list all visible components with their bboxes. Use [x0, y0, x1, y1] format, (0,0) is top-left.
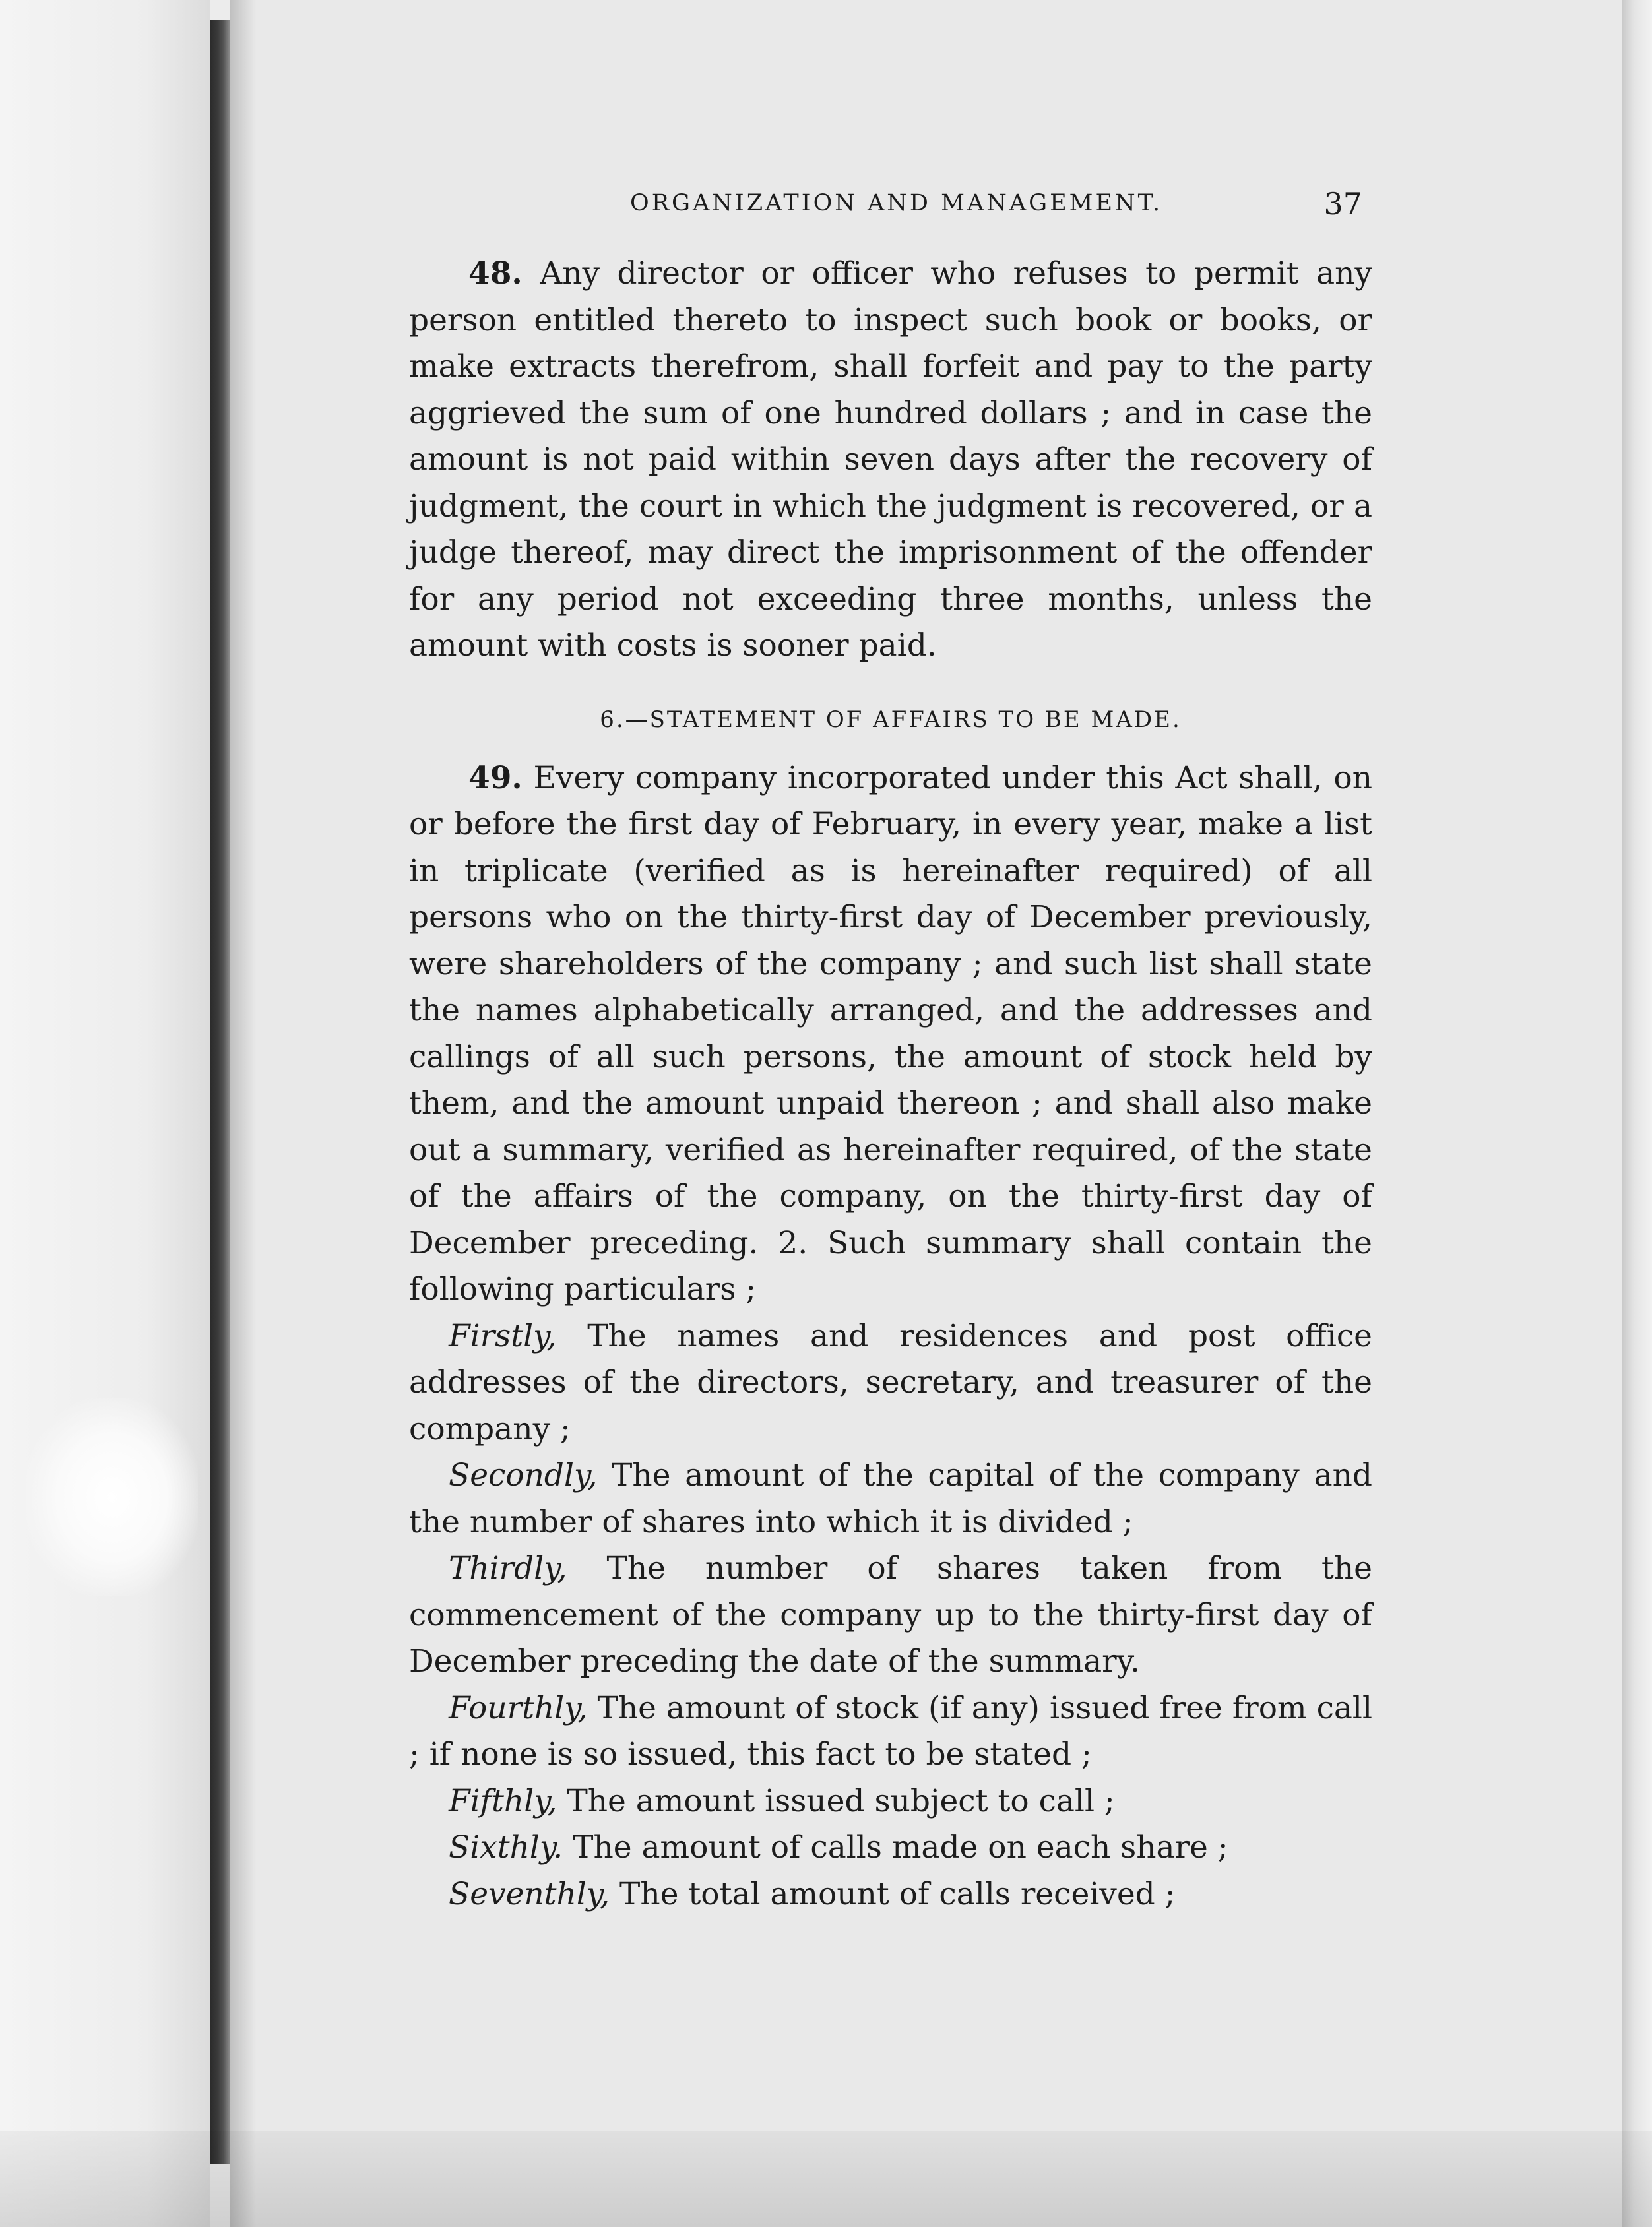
section-48-text: Any director or officer who refuses to permit any person entitled thereto to inspect such book or books, or make extracts therefrom, shall forfeit and pay to the party aggrieved the sum of one hundred dollars ; and in case the amount is not paid within seven days after the recovery of judgment, the court in which the judgment is recovered, or a judge thereof, may direct the imprisonment of the offender for any period not exceeding three months, unless the amount with costs is sooner paid. — [409, 255, 1372, 664]
particular-ordinal: Thirdly, — [449, 1550, 567, 1586]
particular-ordinal: Firstly, — [449, 1317, 557, 1354]
running-title: ORGANIZATION AND MANAGEMENT. — [630, 190, 1162, 216]
page-right-edge — [1622, 0, 1652, 2227]
particular-item — [409, 1685, 1372, 1778]
particular-item — [409, 1453, 1372, 1546]
page-header — [630, 186, 1362, 230]
particular-text: The amount of stock (if any) issued free from call ; if none is so issued, this fact to be stated ; — [409, 1689, 1372, 1772]
facing-page-edge — [0, 0, 210, 2227]
particular-ordinal: Seventhly, — [449, 1875, 610, 1912]
particular-text: The amount issued subject to call ; — [567, 1782, 1115, 1819]
particular-text: The total amount of calls received ; — [620, 1875, 1176, 1912]
particular-text: The number of shares taken from the commencement of the company up to the thirty-first day of December preceding the date of the summary. — [409, 1550, 1372, 1679]
page-body — [409, 251, 1372, 1918]
gutter-shadow — [230, 0, 256, 2227]
particular-ordinal: Fourthly, — [449, 1689, 588, 1726]
particular-ordinal: Fifthly, — [449, 1782, 557, 1819]
particular-ordinal: Sixthly. — [449, 1829, 563, 1866]
section-heading: 6.—STATEMENT OF AFFAIRS TO BE MADE. — [600, 706, 1182, 733]
particular-item — [409, 1825, 1372, 1871]
particular-text: The amount of calls made on each share ; — [573, 1829, 1228, 1866]
section-48-number: 48. — [468, 255, 523, 292]
page-bottom-shadow — [0, 2131, 1652, 2227]
page-number: 37 — [1323, 186, 1362, 222]
paper-stain — [26, 1398, 198, 1596]
particular-item — [409, 1871, 1372, 1918]
section-49-paragraph — [409, 755, 1372, 1313]
particular-text: The amount of the capital of the company and the number of shares into which it is divided ; — [409, 1457, 1372, 1540]
particular-item — [409, 1313, 1372, 1453]
particular-ordinal: Secondly, — [449, 1457, 598, 1493]
section-49-text: Every company incorporated under this Act shall, on or before the first day of February, in every year, make a list in triplicate (verified as is hereinafter required) of all persons who on the thirty-first day of December previously, were shareholders of the company ; and such list shall state the names alphabetically arranged, and the addresses and callings of all such persons, the amount of stock held by them, and the amount unpaid thereon ; and shall also make out a summary, verified as hereinafter required, of the state of the affairs of the company, on the thirty-first day of December preceding. 2. Such summary shall contain the following particulars ; — [409, 759, 1372, 1307]
book-spine — [210, 20, 230, 2164]
section-48-paragraph — [409, 251, 1372, 670]
section-49-number: 49. — [468, 759, 523, 796]
particular-text: The names and residences and post office addresses of the directors, secretary, and treasurer of the company ; — [409, 1317, 1372, 1447]
particular-item — [409, 1546, 1372, 1685]
particular-item — [409, 1778, 1372, 1825]
